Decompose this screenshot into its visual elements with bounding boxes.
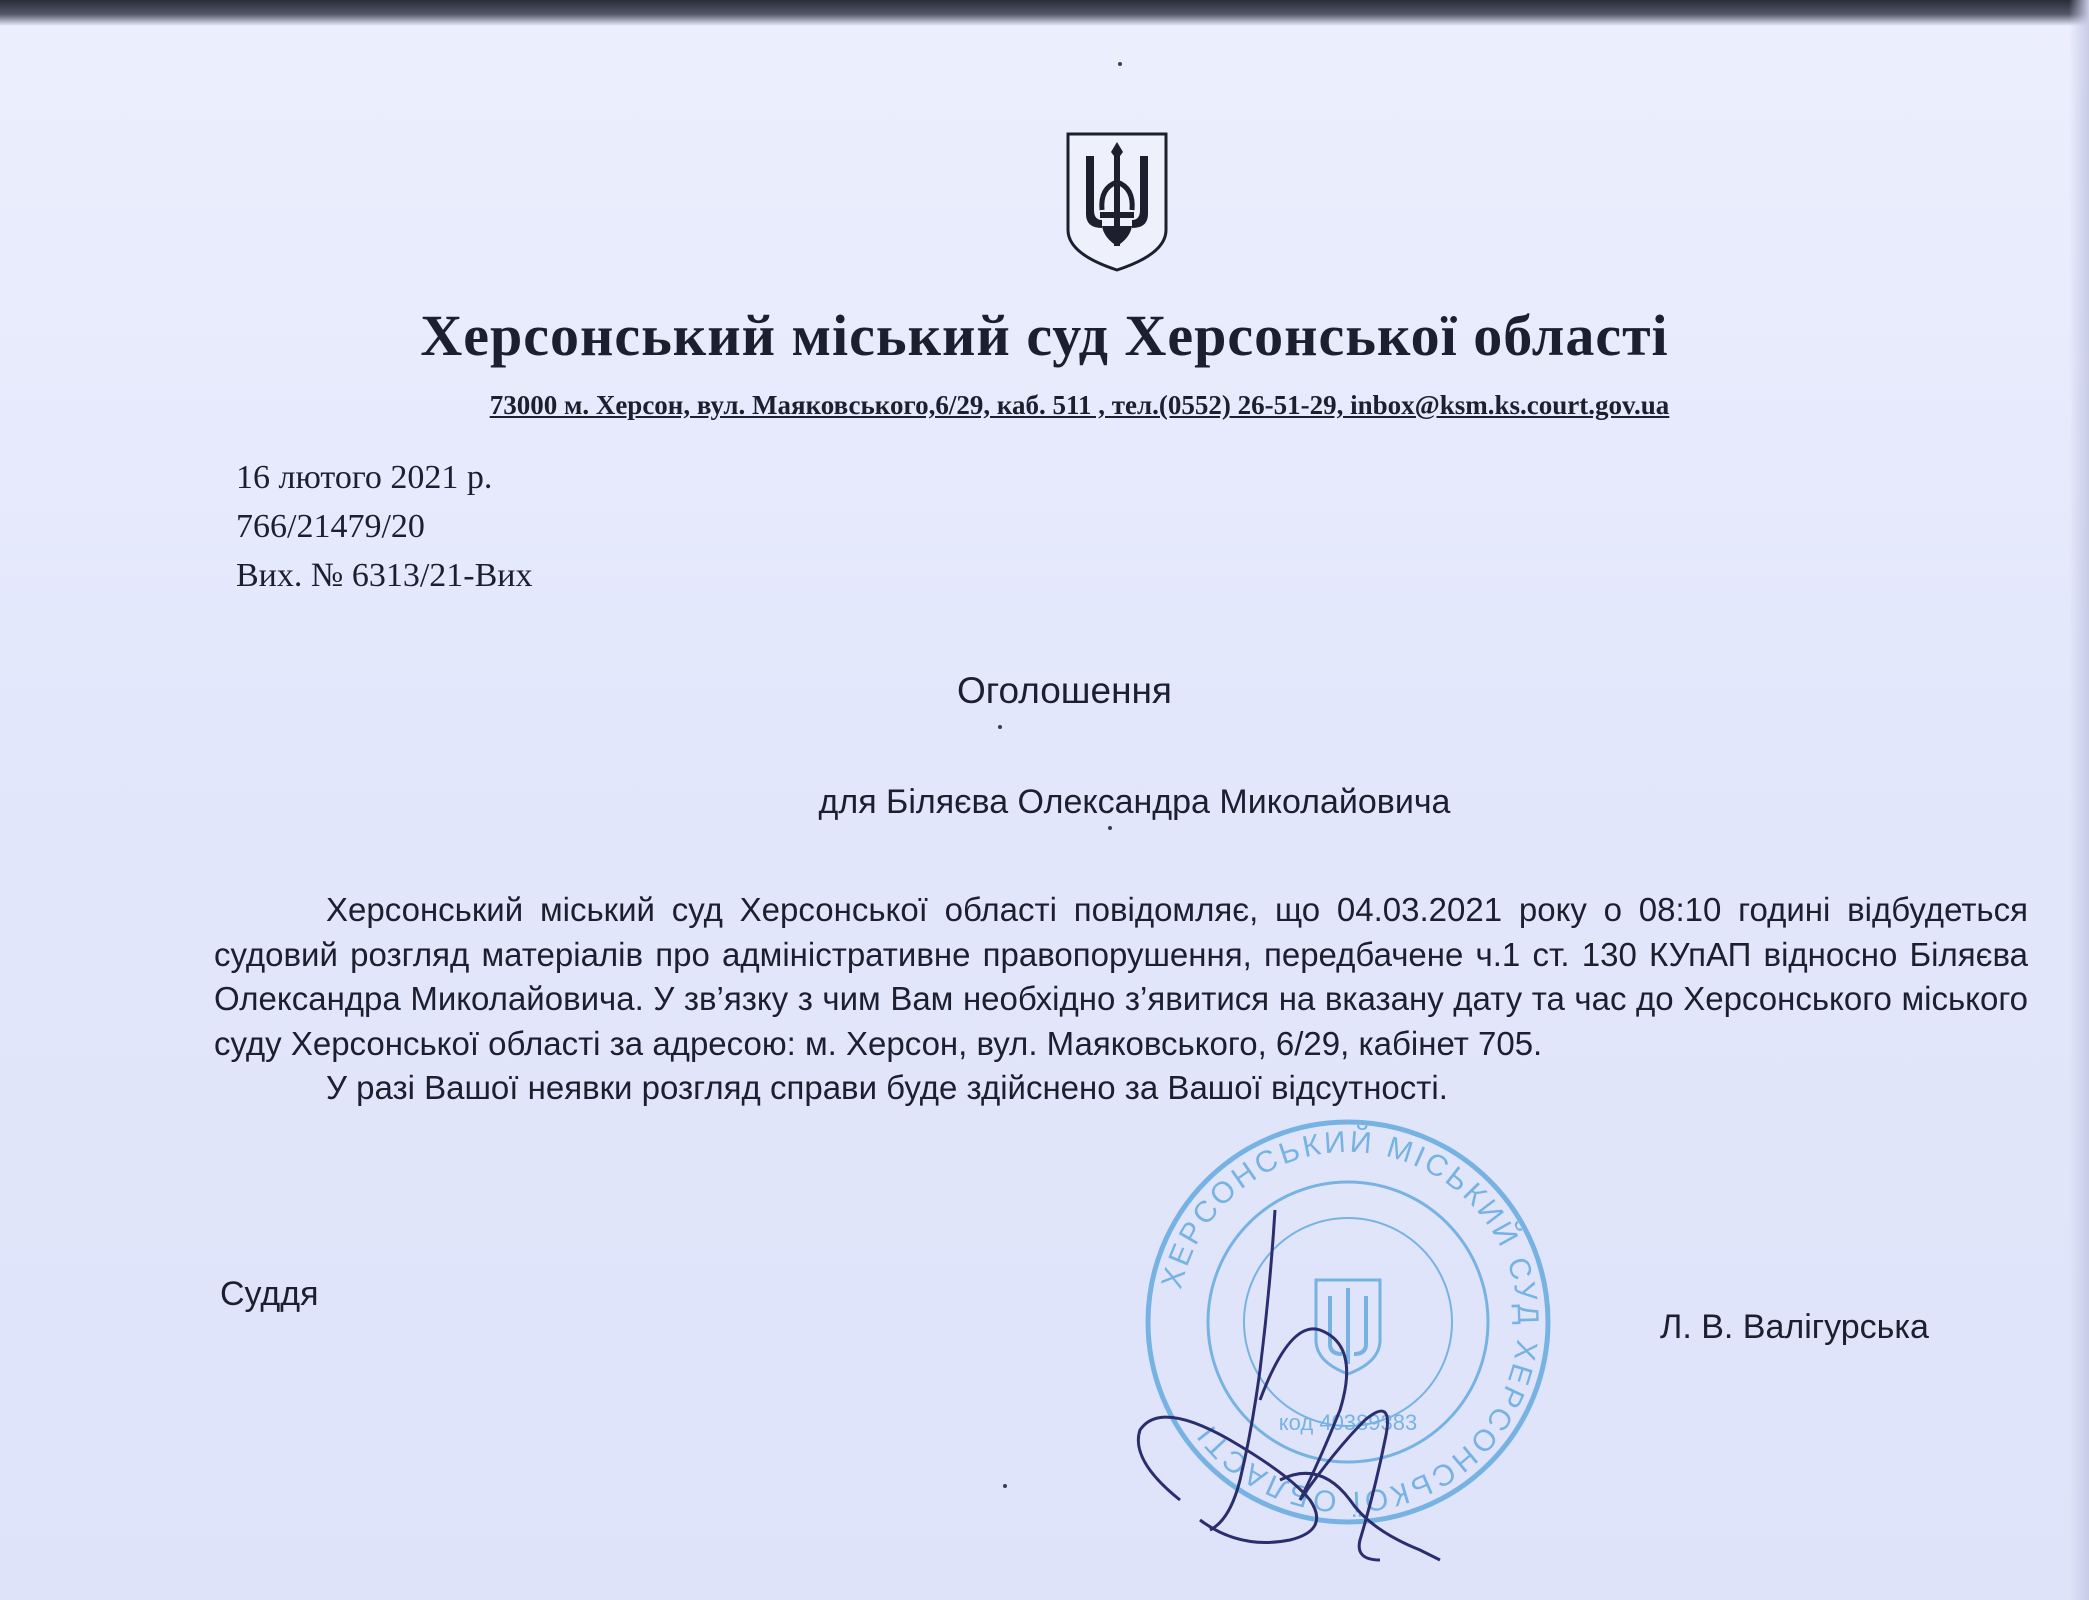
scan-speck	[1003, 1484, 1007, 1488]
stamp-code-text: код 40389383	[1278, 1410, 1418, 1435]
scan-top-shadow	[0, 0, 2089, 26]
signature-position-label: Суддя	[220, 1275, 319, 1313]
document-meta	[236, 453, 532, 600]
case-number: 766/21479/20	[236, 508, 425, 545]
outgoing-number: Вих. № 6313/21-Вих	[236, 557, 533, 594]
coat-of-arms-icon	[1064, 130, 1170, 274]
signature-icon	[1120, 1200, 1460, 1570]
notice-addressee: для Біляєва Олександра Миколайовича	[818, 783, 1451, 821]
judge-name: Л. В. Валігурська	[1660, 1308, 1929, 1346]
court-name-heading: Херсонський міський суд Херсонської області	[420, 303, 1669, 368]
notice-body	[214, 888, 2028, 1111]
court-address-line: 73000 м. Херсон, вул. Маяковського,6/29, каб. 511 , тел.(0552) 26-51-29, inbox@ksm.ks.court.gov.ua	[489, 390, 1670, 420]
notice-paragraph-1: Херсонський міський суд Херсонської області повідомляє, що 04.03.2021 року о 08:10 годині відбудеться судовий розгляд матеріалів про адміністративне правопорушення, передбачене ч.1 ст. 130 КУпАП відносно Біляєва Олександра Миколайовича. У зв’язку з чим Вам необхідно з’явитися на вказану дату та час до Херсонського міського суду Херсонської області за адресою: м. Херсон, вул. Маяковського, 6/29, кабінет 705.	[214, 891, 2028, 1062]
document-date: 16 лютого 2021 р.	[236, 459, 493, 496]
scan-speck	[1118, 62, 1122, 66]
notice-title: Оголошення	[957, 670, 1172, 711]
notice-paragraph-2: У разі Вашої неявки розгляд справи буде здійснено за Вашої відсутності.	[326, 1069, 1448, 1106]
stamp-outer-text: ХЕРСОНСЬКИЙ МІСЬКИЙ СУД ХЕРСОНСЬКОЇ ОБЛАСТІ	[1155, 1125, 1545, 1519]
scan-speck	[1108, 826, 1112, 830]
scan-speck	[998, 725, 1002, 729]
